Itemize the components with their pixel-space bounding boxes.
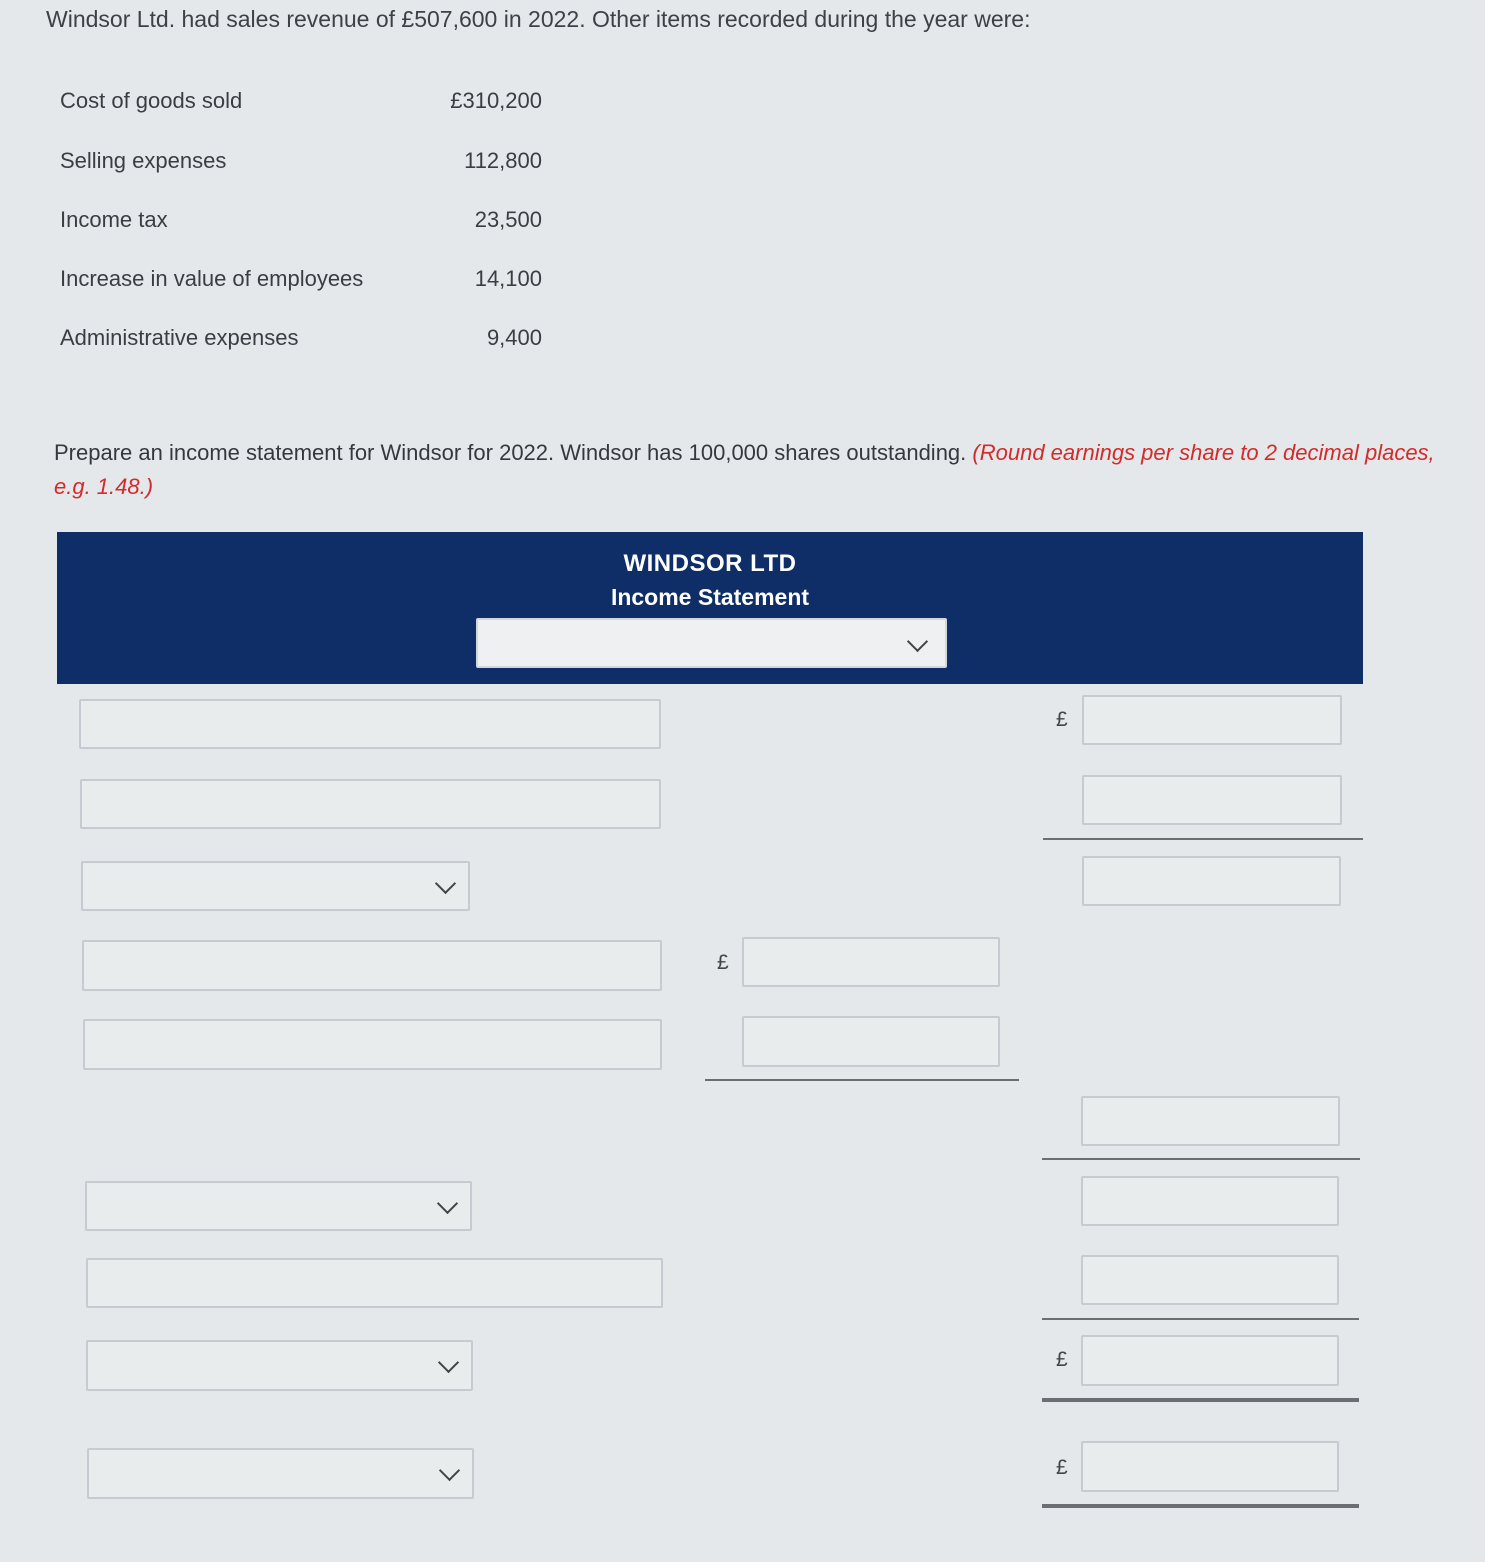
given-item-label: Administrative expenses — [60, 325, 299, 350]
line-item-dropdown[interactable] — [87, 1448, 474, 1499]
amount-input[interactable] — [1081, 1176, 1339, 1226]
given-item-label: Income tax — [60, 207, 168, 232]
line-item-dropdown[interactable] — [81, 861, 470, 911]
instructions — [54, 436, 1444, 504]
currency-symbol: £ — [717, 951, 729, 974]
instructions-main: Prepare an income statement for Windsor for 2022. Windsor has 100,000 shares outstanding. — [54, 440, 973, 465]
rounding-note: (Round earnings per share to 2 decimal places, e.g. 1.48.) — [54, 440, 1435, 499]
given-item-row — [60, 148, 542, 182]
chevron-down-icon — [907, 631, 928, 652]
currency-symbol: £ — [1056, 1348, 1068, 1371]
amount-input[interactable] — [1081, 1255, 1339, 1305]
given-item-amount: £310,200 — [450, 88, 542, 113]
given-item-amount: 14,100 — [474, 266, 542, 291]
total-double-rule — [1042, 1504, 1359, 1508]
currency-symbol: £ — [1056, 708, 1068, 731]
subtotal-rule — [705, 1079, 1019, 1081]
line-item-dropdown[interactable] — [86, 1340, 473, 1391]
line-item-name-input[interactable] — [83, 1019, 662, 1070]
given-item-label: Cost of goods sold — [60, 88, 243, 113]
currency-symbol: £ — [1056, 1456, 1068, 1479]
statement-header — [57, 532, 1363, 684]
amount-input[interactable] — [1082, 856, 1341, 906]
amount-input[interactable] — [1082, 775, 1342, 825]
amount-input[interactable] — [742, 1016, 1000, 1067]
chevron-down-icon — [439, 1460, 460, 1481]
subtotal-rule — [1042, 1318, 1359, 1320]
period-dropdown[interactable] — [476, 618, 947, 668]
subtotal-rule — [1043, 838, 1363, 840]
total-double-rule — [1042, 1398, 1359, 1402]
given-item-amount: 112,800 — [464, 148, 542, 173]
earnings-per-share-input[interactable] — [1081, 1441, 1339, 1492]
given-item-label: Increase in value of employees — [60, 266, 364, 291]
given-item-label: Selling expenses — [60, 148, 227, 173]
given-item-row — [60, 325, 542, 359]
given-item-amount: 9,400 — [486, 325, 542, 350]
amount-input[interactable] — [742, 937, 1000, 987]
given-item-row — [60, 266, 542, 300]
chevron-down-icon — [435, 873, 456, 894]
company-name: WINDSOR LTD — [623, 550, 797, 577]
chevron-down-icon — [437, 1193, 458, 1214]
problem-intro: Windsor Ltd. had sales revenue of £507,600 in 2022. Other items recorded during the year were: — [46, 6, 1031, 32]
amount-input[interactable] — [1081, 1096, 1340, 1146]
line-item-name-input[interactable] — [79, 699, 661, 749]
given-item-row — [60, 88, 542, 122]
subtotal-rule — [1042, 1158, 1360, 1160]
amount-input[interactable] — [1082, 695, 1342, 745]
line-item-dropdown[interactable] — [85, 1181, 472, 1231]
line-item-name-input[interactable] — [80, 779, 661, 829]
given-item-amount: 23,500 — [474, 207, 542, 232]
line-item-name-input[interactable] — [86, 1258, 663, 1308]
given-item-row — [60, 207, 542, 241]
line-item-name-input[interactable] — [82, 940, 662, 991]
net-income-input[interactable] — [1081, 1335, 1339, 1386]
statement-title: Income Statement — [610, 584, 810, 610]
chevron-down-icon — [438, 1352, 459, 1373]
